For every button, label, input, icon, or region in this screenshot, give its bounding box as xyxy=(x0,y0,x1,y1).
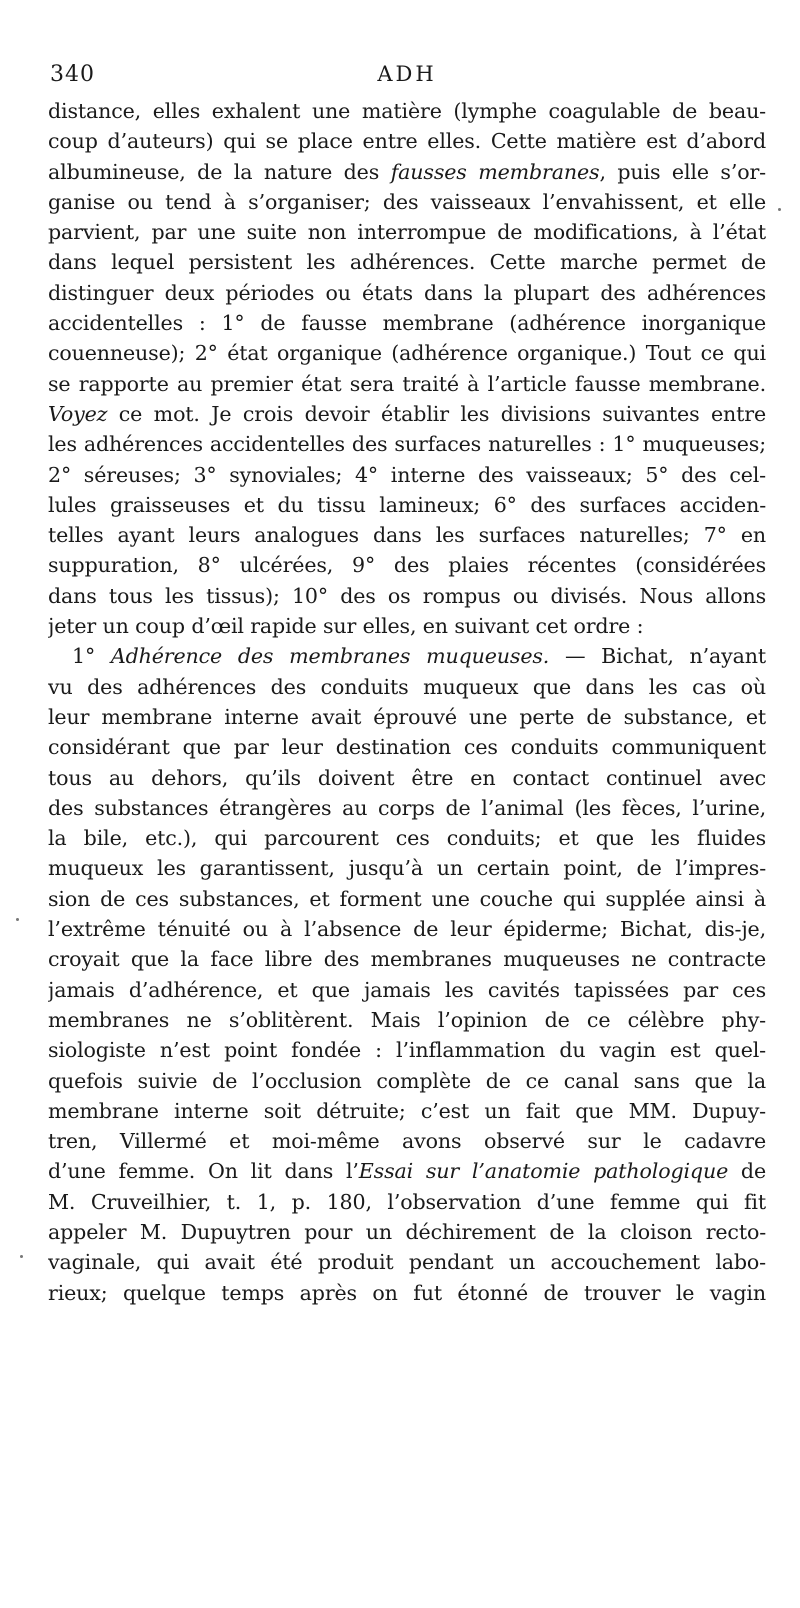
text-run: 1° xyxy=(72,644,111,669)
text-run: distinguer deux périodes ou états dans la plupart des adhérences xyxy=(48,280,766,305)
text-run: sion de ces substances, et forment une couche qui supplée ainsi à xyxy=(48,886,766,911)
text-line xyxy=(48,763,766,793)
text-run: vu des adhérences des conduits muqueux que dans les cas où xyxy=(48,674,766,699)
text-line xyxy=(48,884,766,914)
text-line xyxy=(48,460,766,490)
text-run: muqueux les garantissent, jusqu’à un certain point, de l’impres- xyxy=(48,856,766,881)
margin-speck xyxy=(778,208,781,211)
page-number: 340 xyxy=(50,62,95,87)
text-line xyxy=(48,157,766,187)
text-line xyxy=(48,641,766,671)
italic-run: Adhérence des membranes muqueuses. xyxy=(110,644,550,669)
text-line xyxy=(48,1066,766,1096)
text-run: accidentelles : 1° de fausse membrane (adhérence inorganique xyxy=(48,311,766,336)
text-line xyxy=(48,732,766,762)
text-line xyxy=(48,1187,766,1217)
text-run: parvient, par une suite non interrompue de modifications, à l’état xyxy=(48,220,766,245)
text-line xyxy=(48,944,766,974)
running-head: ADH xyxy=(377,62,437,86)
text-line xyxy=(48,1005,766,1035)
text-run: jeter un coup d’œil rapide sur elles, en suivant cet ordre : xyxy=(48,614,644,639)
text-run: , puis elle s’or- xyxy=(599,159,766,184)
text-run: leur membrane interne avait éprouvé une perte de substance, et xyxy=(48,704,766,729)
text-line xyxy=(48,702,766,732)
text-run: suppuration, 8° ulcérées, 9° des plaies récentes (considérées xyxy=(48,553,766,578)
text-run: telles ayant leurs analogues dans les surfaces naturelles; 7° en xyxy=(48,523,766,548)
text-line xyxy=(48,611,766,641)
text-line xyxy=(48,338,766,368)
text-run: croyait que la face libre des membranes muqueuses ne contracte xyxy=(48,947,766,972)
text-run: considérant que par leur destination ces conduits communiquent xyxy=(48,735,766,760)
text-line xyxy=(48,217,766,247)
text-line xyxy=(48,126,766,156)
text-line xyxy=(48,853,766,883)
page-header xyxy=(48,62,766,92)
text-line xyxy=(48,581,766,611)
text-line xyxy=(48,550,766,580)
text-run: — Bichat, n’ayant xyxy=(549,644,766,669)
text-run: dans lequel persistent les adhérences. Cette marche permet de xyxy=(48,250,766,275)
text-line xyxy=(48,1156,766,1186)
text-line xyxy=(48,1247,766,1277)
text-line xyxy=(48,823,766,853)
margin-speck xyxy=(20,1255,23,1258)
text-run: tren, Villermé et moi-même avons observé sur le cadavre xyxy=(48,1129,766,1154)
text-line xyxy=(48,247,766,277)
text-run: la bile, etc.), qui parcourent ces conduits; et que les fluides xyxy=(48,826,766,851)
text-run: membranes ne s’oblitèrent. Mais l’opinion de ce célèbre phy- xyxy=(48,1007,766,1032)
text-run: siologiste n’est point fondée : l’inflammation du vagin est quel- xyxy=(48,1038,766,1063)
text-run: 2° séreuses; 3° synoviales; 4° interne des vaisseaux; 5° des cel- xyxy=(48,462,766,487)
text-run: l’extrême ténuité ou à l’absence de leur épiderme; Bichat, dis-je, xyxy=(48,917,766,942)
margin-speck xyxy=(16,918,19,921)
text-run: ce mot. Je crois devoir établir les divisions suivantes entre xyxy=(107,401,766,426)
text-line xyxy=(48,278,766,308)
text-run: jamais d’adhérence, et que jamais les cavités tapissées par ces xyxy=(48,977,766,1002)
book-page xyxy=(48,62,766,1308)
text-line xyxy=(48,1096,766,1126)
text-run: ganise ou tend à s’organiser; des vaisseaux l’envahissent, et elle xyxy=(48,189,766,214)
text-line xyxy=(48,1278,766,1308)
text-line xyxy=(48,308,766,338)
text-run: quefois suivie de l’occlusion complète de ce canal sans que la xyxy=(48,1068,766,1093)
text-run: tous au dehors, qu’ils doivent être en contact continuel avec xyxy=(48,765,766,790)
italic-run: Voyez xyxy=(48,401,108,426)
text-line xyxy=(48,1126,766,1156)
text-run: d’une femme. On lit dans l’ xyxy=(48,1159,359,1184)
text-run: de xyxy=(728,1159,766,1184)
text-line xyxy=(48,520,766,550)
text-line xyxy=(48,1035,766,1065)
italic-run: Essai sur l’anatomie pathologique xyxy=(358,1159,729,1184)
text-line xyxy=(48,914,766,944)
text-run: les adhérences accidentelles des surfaces naturelles : 1° muqueuses; xyxy=(48,432,766,457)
text-line xyxy=(48,672,766,702)
text-line xyxy=(48,96,766,126)
text-run: appeler M. Dupuytren pour un déchirement de la cloison recto- xyxy=(48,1219,766,1244)
text-line xyxy=(48,399,766,429)
text-run: vaginale, qui avait été produit pendant un accouchement labo- xyxy=(48,1250,766,1275)
text-run: rieux; quelque temps après on fut étonné de trouver le vagin xyxy=(48,1280,766,1305)
text-run: dans tous les tissus); 10° des os rompus ou divisés. Nous allons xyxy=(48,583,766,608)
text-run: albumineuse, de la nature des xyxy=(48,159,391,184)
body-text xyxy=(48,96,766,1308)
text-run: se rapporte au premier état sera traité à l’article fausse membrane. xyxy=(48,371,766,396)
text-line xyxy=(48,975,766,1005)
text-line xyxy=(48,490,766,520)
text-run: M. Cruveilhier, t. 1, p. 180, l’observation d’une femme qui fit xyxy=(48,1189,766,1214)
text-line xyxy=(48,1217,766,1247)
text-line xyxy=(48,793,766,823)
text-line xyxy=(48,369,766,399)
text-run: lules graisseuses et du tissu lamineux; 6° des surfaces acciden- xyxy=(48,492,766,517)
text-run: coup d’auteurs) qui se place entre elles. Cette matière est d’abord xyxy=(48,129,766,154)
text-run: distance, elles exhalent une matière (lymphe coagulable de beau- xyxy=(48,99,766,123)
text-line xyxy=(48,187,766,217)
text-line xyxy=(48,429,766,459)
text-run: membrane interne soit détruite; c’est un fait que MM. Dupuy- xyxy=(48,1098,766,1123)
italic-run: fausses membranes xyxy=(390,159,600,184)
text-run: des substances étrangères au corps de l’animal (les fèces, l’urine, xyxy=(48,795,766,820)
text-run: couenneuse); 2° état organique (adhérence organique.) Tout ce qui xyxy=(48,341,766,366)
